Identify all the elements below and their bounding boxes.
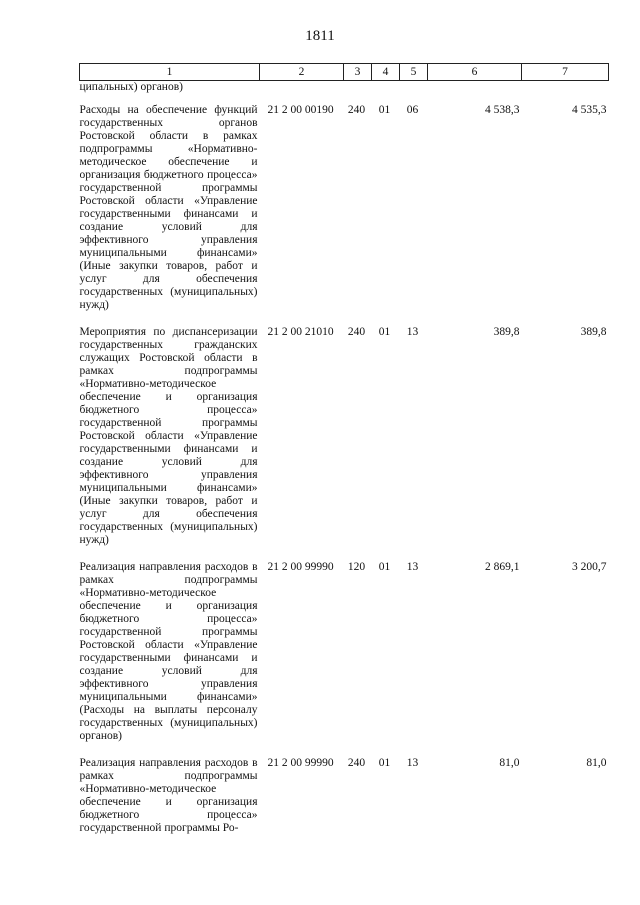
row-section: 01 xyxy=(378,561,391,573)
column-header-3: 3 xyxy=(344,64,372,81)
column-number-header xyxy=(80,64,609,81)
row-subsection: 06 xyxy=(406,104,419,116)
row-sum-col6: 2 869,1 xyxy=(485,561,520,573)
row-sum-col6: 81,0 xyxy=(499,757,520,769)
continuation-text: ципальных) органов) xyxy=(79,81,183,93)
row-sum-col7: 3 200,7 xyxy=(572,561,607,573)
row-expense-type: 240 xyxy=(347,326,366,338)
table-row xyxy=(80,561,609,757)
row-description: Реализация направления расходов в рамках подпрограммы «Нормативно-методическое обеспечение и организация бюджетного процесса» государственной программы Ро- xyxy=(79,757,258,834)
column-header-2: 2 xyxy=(260,64,344,81)
row-target-code: 21 2 00 21010 xyxy=(267,326,334,338)
row-sum-col7: 4 535,3 xyxy=(572,104,607,116)
row-description: Реализация направления расходов в рамках подпрограммы «Нормативно-методическое обеспечение и организация бюджетного процесса» государственной программы Ростовской области «Управление государственными финансами и создание условий для эффективного управления муниципальными финансами» (Расходы на выплаты персоналу государственных (муниципальных) органов) xyxy=(79,561,258,742)
row-sum-col7: 81,0 xyxy=(586,757,607,769)
row-description: Расходы на обеспечение функций государственных органов Ростовской области в рамках подпрограммы «Нормативно-методическое обеспечение и организация бюджетного процесса» государственной программы Ростовской области «Управление государственными финансами и создание условий для эффективного управления муниципальными финансами» (Иные закупки товаров, работ и услуг для обеспечения государственных (муниципальных) нужд) xyxy=(79,104,258,311)
row-subsection: 13 xyxy=(406,326,419,338)
row-section: 01 xyxy=(378,757,391,769)
row-sum-col6: 4 538,3 xyxy=(485,104,520,116)
row-description: Мероприятия по диспансеризации государственных гражданских служащих Ростовской области в рамках подпрограммы «Нормативно-методическое обеспечение и организация бюджетного процесса» государственной программы Ростовской области «Управление государственными финансами и создание условий для эффективного управления муниципальными финансами» (Иные закупки товаров, работ и услуг для обеспечения государственных (муниципальных) нужд) xyxy=(79,326,258,546)
row-subsection: 13 xyxy=(406,561,419,573)
row-subsection: 13 xyxy=(406,757,419,769)
column-header-7: 7 xyxy=(522,64,609,81)
row-sum-col7: 389,8 xyxy=(580,326,607,338)
row-target-code: 21 2 00 99990 xyxy=(267,757,334,769)
row-section: 01 xyxy=(378,104,391,116)
budget-table xyxy=(79,63,609,849)
column-header-1: 1 xyxy=(80,64,260,81)
continuation-row xyxy=(80,81,609,105)
page-number: 1811 xyxy=(305,28,335,44)
row-expense-type: 240 xyxy=(347,104,366,116)
row-target-code: 21 2 00 00190 xyxy=(267,104,334,116)
table-row xyxy=(80,326,609,561)
column-header-6: 6 xyxy=(428,64,522,81)
row-expense-type: 120 xyxy=(347,561,366,573)
row-sum-col6: 389,8 xyxy=(493,326,520,338)
row-expense-type: 240 xyxy=(347,757,366,769)
table-row xyxy=(80,104,609,326)
table-row xyxy=(80,757,609,849)
row-section: 01 xyxy=(378,326,391,338)
column-header-5: 5 xyxy=(400,64,428,81)
row-target-code: 21 2 00 99990 xyxy=(267,561,334,573)
column-header-4: 4 xyxy=(372,64,400,81)
